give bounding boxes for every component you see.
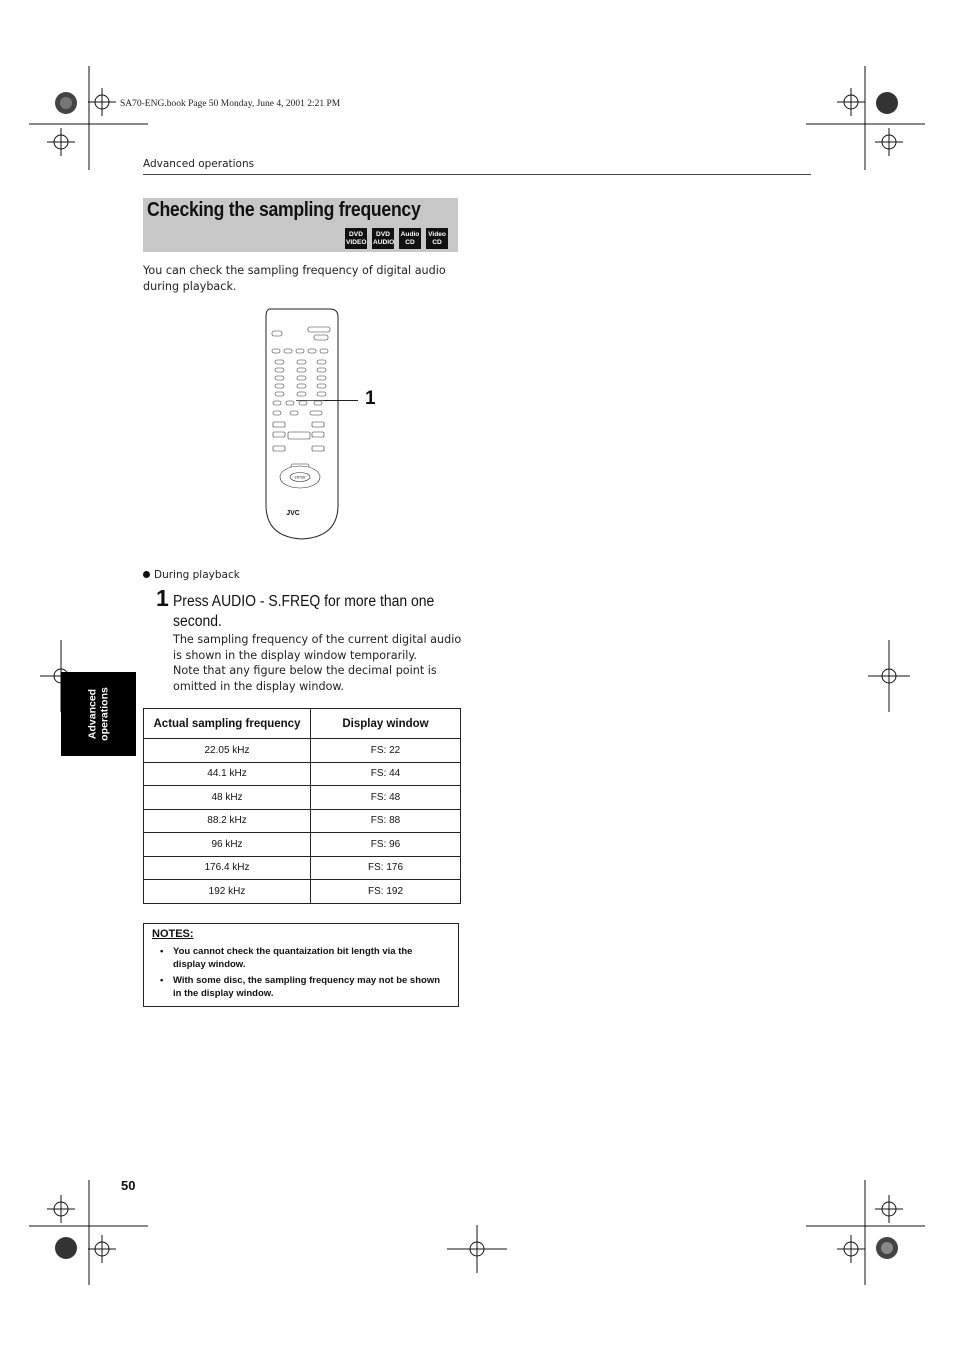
table-row bbox=[144, 739, 461, 763]
table-row bbox=[144, 762, 461, 786]
badge-dvd-video: DVD VIDEO bbox=[345, 228, 367, 249]
page-number: 50 bbox=[121, 1178, 136, 1193]
table-header: Display window bbox=[311, 709, 461, 739]
notes-box bbox=[143, 923, 459, 1007]
intro-text: You can check the sampling frequency of digital audio during playback. bbox=[143, 264, 446, 293]
list-item: • With some disc, the sampling frequency may not be shown in the display window. bbox=[160, 975, 441, 999]
remote-control-illustration bbox=[262, 305, 382, 543]
side-tab-line1: Advanced bbox=[86, 688, 98, 740]
table-cell: FS: 44 bbox=[311, 762, 461, 786]
condition-label: During playback bbox=[143, 569, 240, 581]
table-cell: 48 kHz bbox=[144, 786, 311, 810]
badge-dvd-audio: DVD AUDIO bbox=[372, 228, 394, 249]
side-tab bbox=[61, 672, 136, 756]
table-cell: 176.4 kHz bbox=[144, 856, 311, 880]
list-item: • You cannot check the quantaization bit length via the display window. bbox=[160, 946, 413, 970]
callout-number: 1 bbox=[365, 388, 376, 409]
step-body: The sampling frequency of the current digital audio is shown in the display window temporarily. Note that any figure below the decimal point is omitted in the display window. bbox=[173, 633, 462, 694]
disc-badges bbox=[345, 228, 448, 249]
step-number: 1 bbox=[156, 585, 169, 611]
badge-video-cd: Video CD bbox=[426, 228, 448, 249]
section-header: Advanced operations bbox=[143, 158, 255, 170]
table-cell: 22.05 kHz bbox=[144, 739, 311, 763]
table-header: Actual sampling frequency bbox=[144, 709, 311, 739]
table-row bbox=[144, 880, 461, 904]
callout-line bbox=[323, 400, 358, 401]
badge-audio-cd: Audio CD bbox=[399, 228, 421, 249]
table-cell: FS: 192 bbox=[311, 880, 461, 904]
notes-title: NOTES: bbox=[152, 928, 194, 940]
table-cell: 96 kHz bbox=[144, 833, 311, 857]
page-title: Checking the sampling frequency bbox=[147, 199, 421, 221]
table-row bbox=[144, 809, 461, 833]
table-cell: 44.1 kHz bbox=[144, 762, 311, 786]
table-cell: FS: 88 bbox=[311, 809, 461, 833]
jvc-logo: JVC bbox=[286, 510, 300, 517]
table-cell: 88.2 kHz bbox=[144, 809, 311, 833]
table-cell: FS: 96 bbox=[311, 833, 461, 857]
step-title: Press AUDIO - S.FREQ for more than one second. bbox=[173, 593, 435, 630]
table-cell: 192 kHz bbox=[144, 880, 311, 904]
table-row bbox=[144, 833, 461, 857]
sampling-frequency-table bbox=[143, 708, 461, 904]
table-row bbox=[144, 856, 461, 880]
table-cell: FS: 48 bbox=[311, 786, 461, 810]
svg-text:ENTER: ENTER bbox=[294, 475, 306, 480]
table-cell: FS: 22 bbox=[311, 739, 461, 763]
bullet-dot-icon bbox=[143, 571, 150, 578]
file-header: SA70-ENG.book Page 50 Monday, June 4, 2001 2:21 PM bbox=[120, 99, 341, 109]
table-row bbox=[144, 786, 461, 810]
header-rule bbox=[143, 174, 811, 175]
notes-list bbox=[160, 945, 445, 1003]
side-tab-line2: operations bbox=[97, 687, 110, 741]
table-cell: FS: 176 bbox=[311, 856, 461, 880]
